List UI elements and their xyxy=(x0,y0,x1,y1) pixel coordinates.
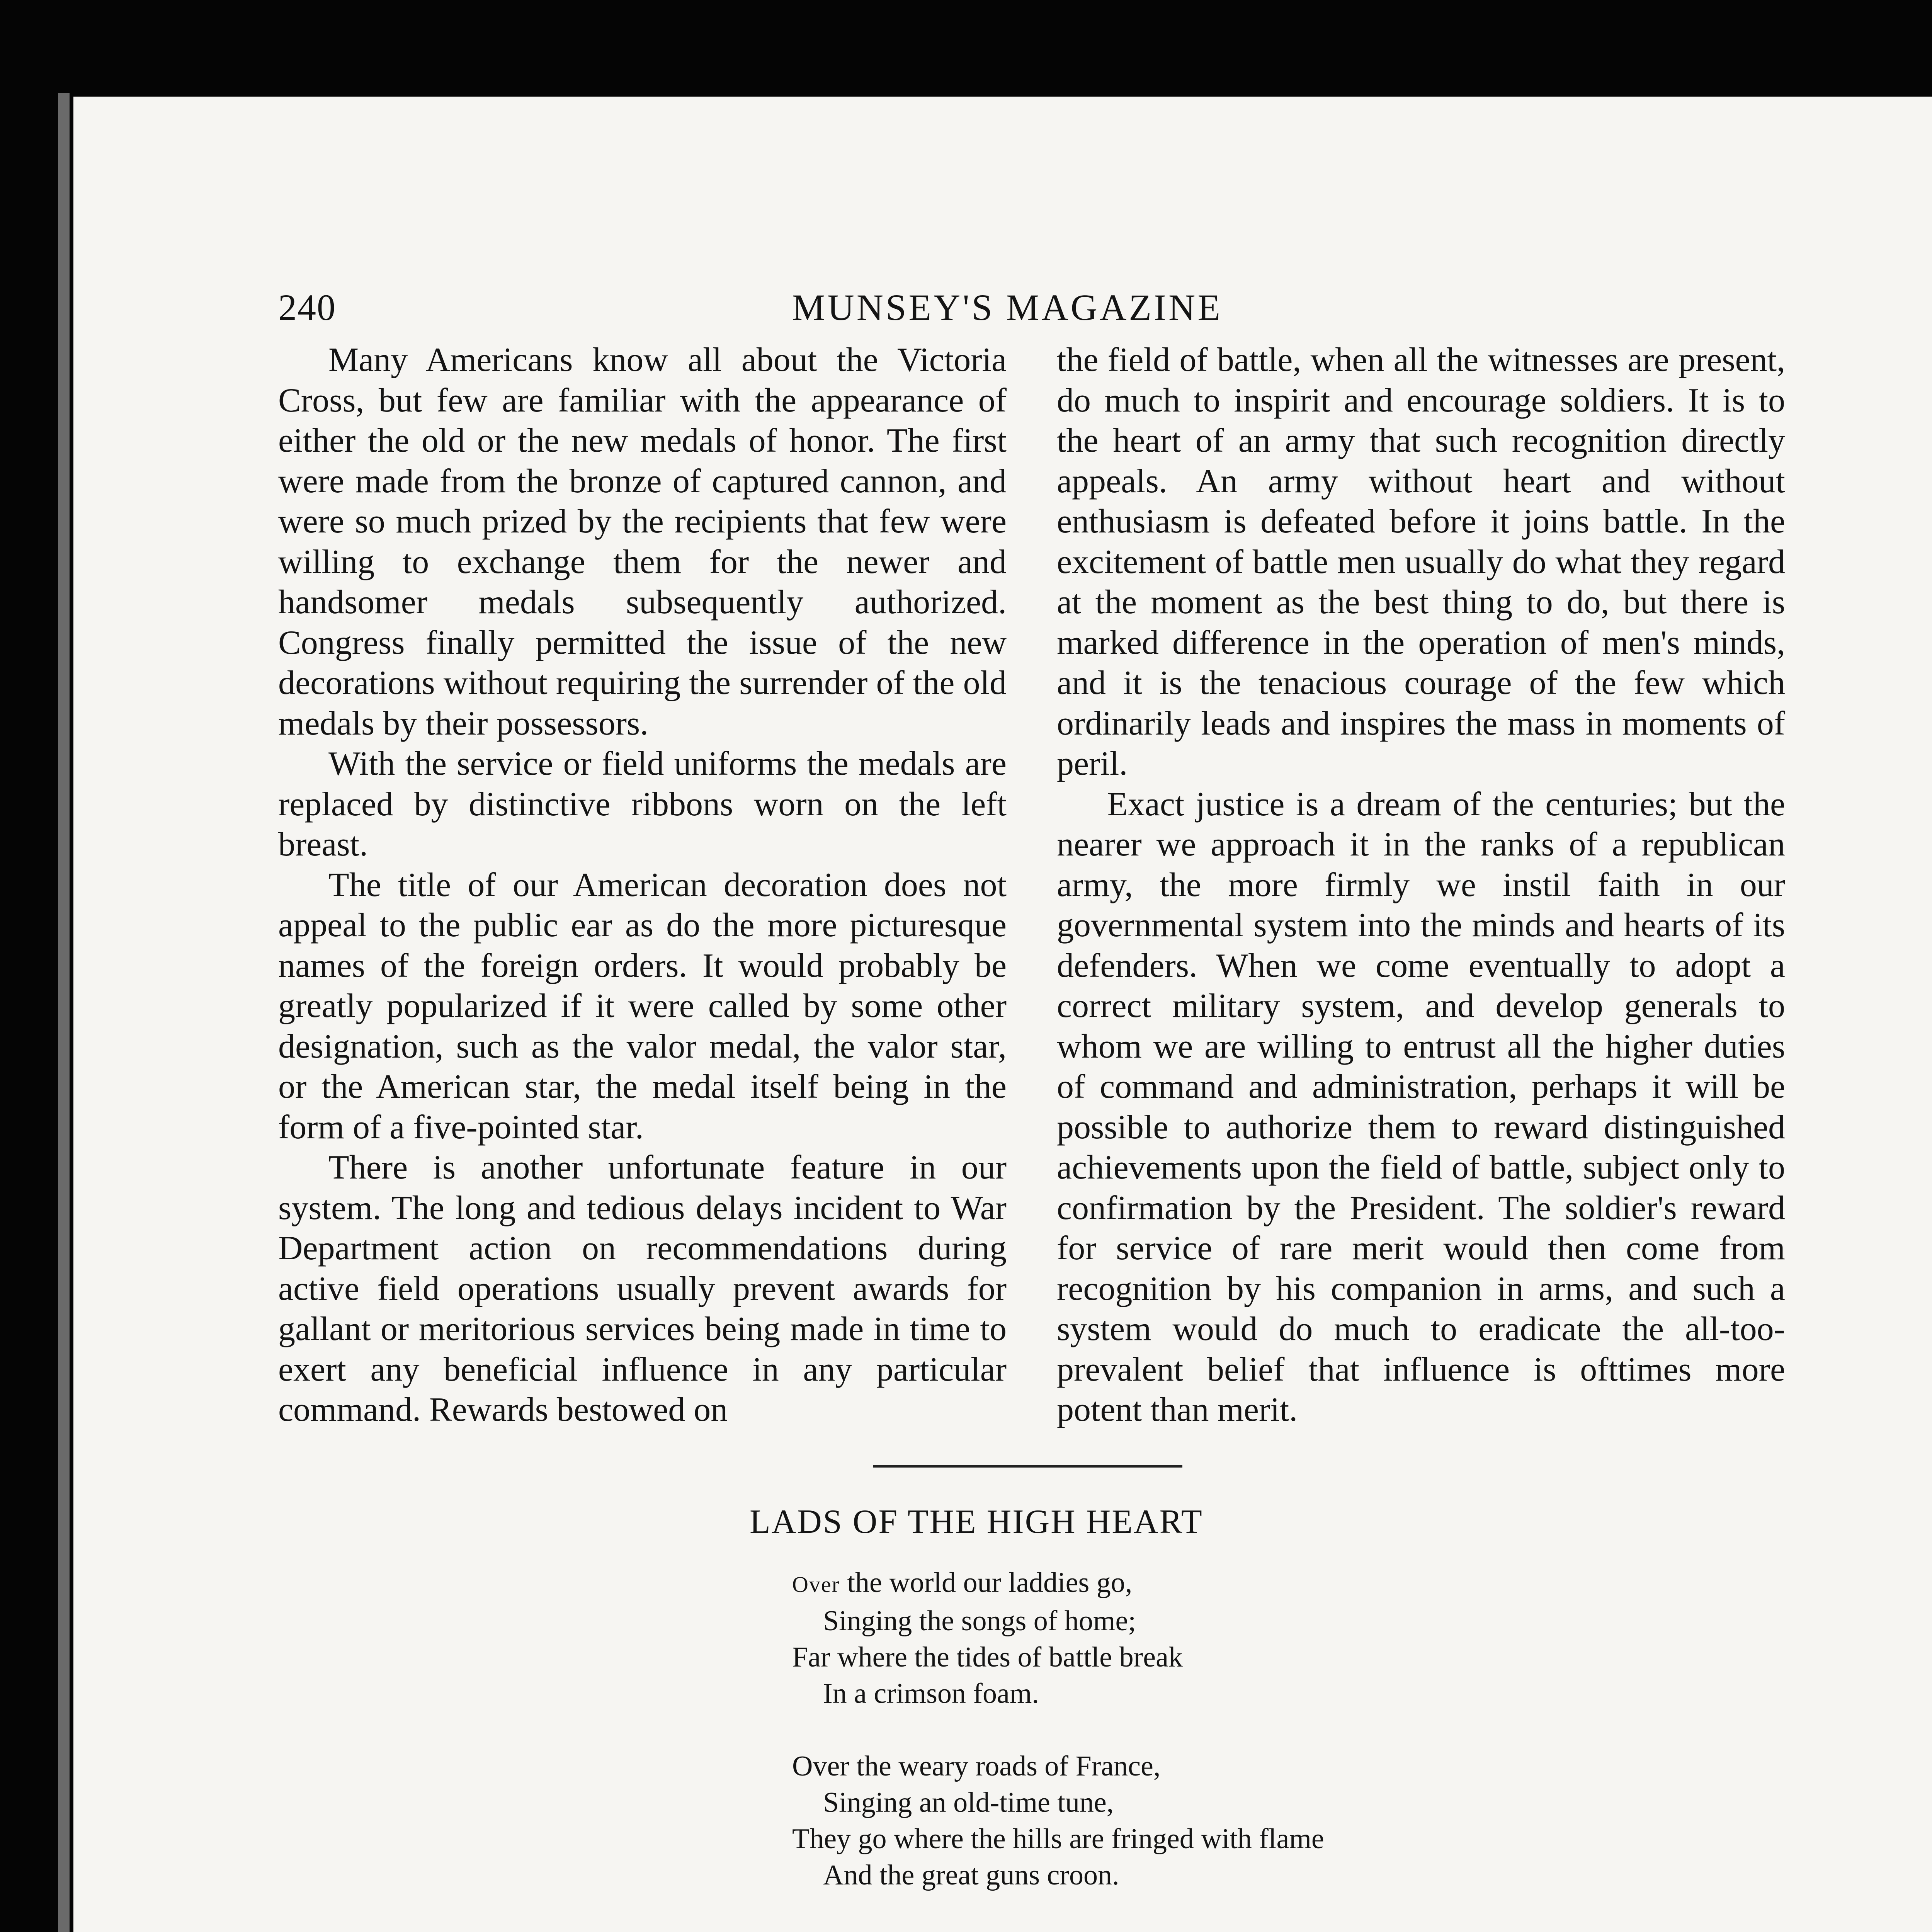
paragraph: the field of battle, when all the witnesses are present, do much to inspirit and encourage soldiers. It is to the heart of an army that such recognition directly appeals. An army without heart and without enthusiasm is defeated before it joins battle. In the excitement of battle men usually do what they regard at the moment as the best thing to do, but there is marked difference in the operation of men's minds, and it is the tenacious courage of the few which ordinarily leads and inspires the mass in moments of peril. xyxy=(1057,341,1785,782)
poem-title: LADS OF THE HIGH HEART xyxy=(750,1503,1203,1541)
poem-line: Over the weary roads of France, xyxy=(792,1750,1161,1782)
paragraph: There is another unfortunate feature in our system. The long and tedious delays incident to War Department action on recommendations during active field operations usually prevent awards for gallant or meritorious services being made in time to exert any beneficial influence in any particular command. Rewards bestowed on xyxy=(278,1149,1007,1429)
paragraph: With the service or field uniforms the medals are replaced by distinctive ribbons worn on the left breast. xyxy=(278,745,1007,863)
stanza xyxy=(792,1748,1785,1893)
poem-line: Singing the songs of home; xyxy=(823,1605,1136,1637)
running-title: MUNSEY'S MAGAZINE xyxy=(792,287,1223,328)
section-divider xyxy=(873,1465,1182,1468)
paragraph: Many Americans know all about the Victoria Cross, but few are familiar with the appearance of either the old or the new medals of honor. The first were made from the bronze of captured cannon, and were so much prized by the recipients that few were willing to exchange them for the newer and handsomer medals subsequently authorized. Congress finally permitted the issue of the new decorations without requiring the surrender of the old medals by their possessors. xyxy=(278,341,1007,742)
paragraph: Exact justice is a dream of the centuries; but the nearer we approach it in the ranks of a republican army, the more firmly we instil faith in our governmental system into the minds and hearts of its defenders. When we come eventually to adopt a correct military system, and develop generals to whom we are willing to entrust all the higher duties of command and administration, perhaps it will be possible to authorize them to reward distinguished achievements upon the field of battle, subject only to confirmation by the President. The soldier's reward for service of rare merit would then come from recognition by his companion in arms, and such a system would do much to eradicate the all-too-prevalent belief that influence is ofttimes more potent than merit. xyxy=(1057,785,1785,1429)
article-columns xyxy=(278,340,1785,1430)
page-content xyxy=(278,286,1785,1932)
poem-line: And the great guns croon. xyxy=(823,1859,1119,1891)
poem-line: They go where the hills are fringed with flame xyxy=(792,1823,1324,1855)
poem-line: In a crimson foam. xyxy=(823,1677,1039,1709)
paragraph: The title of our American decoration does not appeal to the public ear as do the more picturesque names of the foreign orders. It would probably be greatly popularized if it were called by some other designation, such as the valor medal, the valor star, or the American star, the medal itself being in the form of a five-pointed star. xyxy=(278,866,1007,1146)
binding-shadow xyxy=(58,93,70,1932)
right-column xyxy=(1057,340,1785,1430)
page-number: 240 xyxy=(278,287,336,328)
poem-line: Over the world our laddies go, xyxy=(792,1566,1133,1599)
poem-line: Far where the tides of battle break xyxy=(792,1641,1183,1673)
poem-line xyxy=(792,1930,1785,1932)
left-column xyxy=(278,340,1007,1430)
small-caps-opening: Over xyxy=(792,1571,840,1597)
page-header xyxy=(278,286,1785,332)
poem-line: Singing an old-time tune, xyxy=(823,1786,1114,1818)
stanza xyxy=(792,1565,1785,1712)
stanza xyxy=(792,1930,1785,1932)
poem xyxy=(792,1565,1785,1932)
